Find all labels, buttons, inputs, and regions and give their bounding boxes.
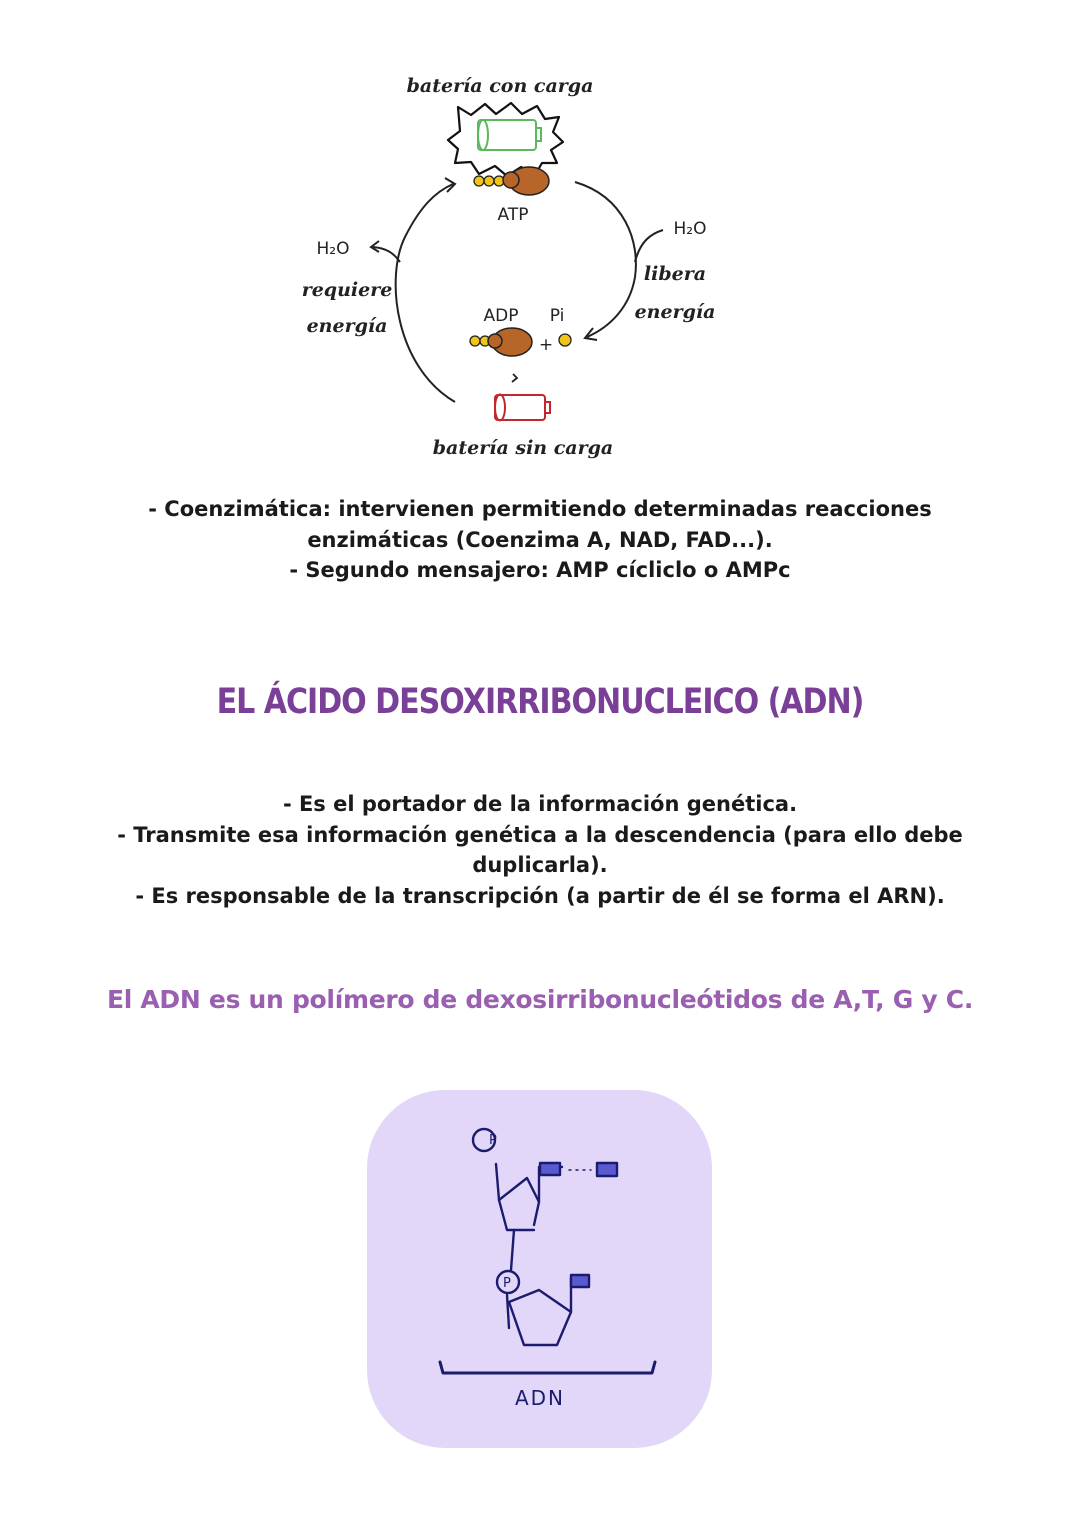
plus-sign: + [538,335,554,355]
requires-energy-label-2: energía [306,315,388,337]
empty-battery-icon [495,395,550,421]
polymer-brace [440,1362,655,1373]
top-sugar-lower [499,1200,534,1230]
h2o-in-line [635,230,663,262]
bottom-sugar-pentagon [509,1290,571,1345]
phosphate-label: P [489,1133,497,1148]
section-title: EL ÁCIDO DESOXIRRIBONUCLEICO (ADN) [216,682,864,722]
pi-label: Pi [549,306,565,326]
charged-battery-icon [448,103,563,176]
releases-energy-label-2: energía [634,301,716,323]
dna-roles-list [0,789,1080,911]
left-cycle-arc [396,184,455,402]
dna-role-transmits: - Transmite esa información genética a la descendencia (para ello debe [117,822,963,847]
top-sugar-backbone [496,1164,499,1200]
paired-base-box-icon [597,1163,617,1176]
phosphate-icon [559,334,571,346]
nucleotide-functions-list [0,494,1080,586]
adp-label: ADP [483,306,519,326]
h2o-out-arrow [373,247,400,262]
dna-structure-figure [367,1090,712,1448]
dna-role-transcription: - Es responsable de la transcripción (a partir de él se forma el ARN). [135,883,945,908]
dna-role-transmits-cont: duplicarla). [472,853,608,877]
dna-caption: ADN [514,1386,566,1410]
requires-energy-label-1: requiere [301,279,393,301]
charged-battery-label: batería con carga [406,75,594,97]
dna-role-carrier: - Es el portador de la información genética. [282,792,798,816]
atp-label: ATP [497,205,529,225]
base-box-icon [540,1163,560,1175]
phosphate-label: P [503,1276,511,1291]
right-cycle-arc [575,182,636,337]
bottom-sugar-backbone [507,1295,509,1328]
empty-battery-label: batería sin carga [432,437,614,459]
function-second-messenger: - Segundo mensajero: AMP cícliclo o AMPc [289,558,791,582]
h2o-right-label: H₂O [673,219,707,239]
releases-energy-label-1: libera [643,263,707,285]
function-coenzymatic-cont: enzimáticas (Coenzima A, NAD, FAD...). [307,527,773,552]
down-arrow-icon [512,374,517,382]
base-box-icon [571,1275,589,1287]
dna-polymer-subtitle: El ADN es un polímero de dexosirribonucleótidos de A,T, G y C. [106,985,974,1014]
atp-adp-cycle-diagram [295,62,735,467]
adp-molecule-icon [470,328,532,356]
phosphodiester-bond [511,1230,514,1270]
h2o-left-label: H₂O [316,239,350,259]
function-coenzymatic: - Coenzimática: intervienen permitiendo determinadas reacciones [148,497,932,521]
